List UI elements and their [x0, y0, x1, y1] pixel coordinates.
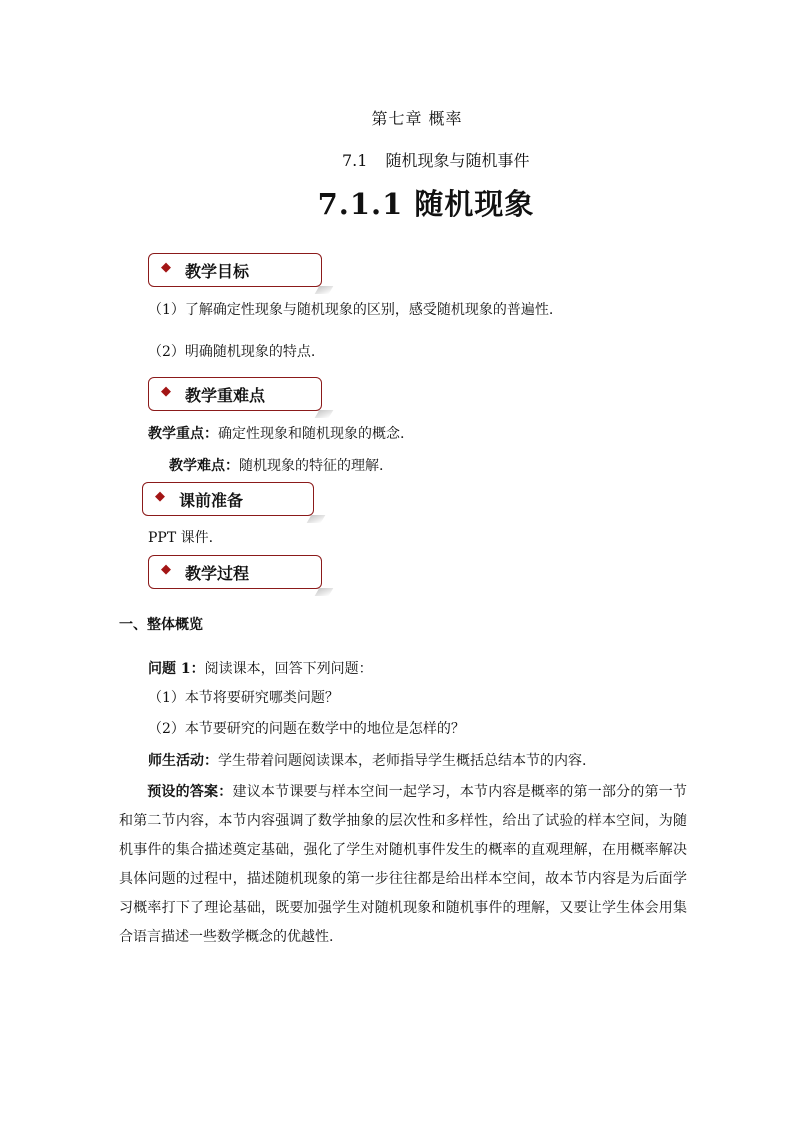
diamond-icon: ◆	[161, 562, 171, 577]
answer-text: 建议本节课要与样本空间一起学习，本节内容是概率的第一部分的第一节和第二节内容，本节内容强调了数学抽象的层次性和多样性，给出了试验的样本空间，为随机事件的集合描述奠定基础，强化了学生对随机事件发生的概率的直观理解，在用概率解决具体问题的过程中，描述随机现象的第一步往往都是给出样本空间，故本节内容是为后面学习概率打下了理论基础，既要加强学生对随机现象和随机事件的理解，又要让学生体会用集合语言描述一些数学概念的优越性.	[119, 784, 688, 945]
sub-question-1: （1）本节将要研究哪类问题？	[148, 690, 339, 706]
goal-item-1: （1）了解确定性现象与随机现象的区别，感受随机现象的普遍性.	[148, 302, 554, 318]
key-point-text: 确定性现象和随机现象的概念.	[218, 426, 405, 442]
section-heading	[342, 148, 529, 171]
sub-question-2: （2）本节要研究的问题在数学中的地位是怎样的？	[148, 721, 465, 737]
diamond-icon: ◆	[161, 260, 171, 275]
goal-item-2: （2）明确随机现象的特点.	[148, 344, 316, 360]
prep-heading-box	[142, 482, 314, 516]
process-heading-box	[148, 555, 322, 589]
activity-line	[148, 751, 586, 771]
prep-heading: 课前准备	[179, 491, 244, 510]
key-points-heading-box	[148, 377, 322, 411]
goals-heading-box	[148, 253, 322, 287]
diamond-icon: ◆	[161, 384, 171, 399]
difficulty-line	[169, 456, 383, 476]
answer-paragraph	[119, 778, 687, 952]
chapter-title: 第七章 概率	[371, 109, 463, 128]
diamond-icon: ◆	[155, 489, 165, 504]
answer-label: 预设的答案：	[147, 784, 233, 800]
section-title: 随机现象与随机事件	[385, 151, 530, 170]
section-one-heading: 一、整体概览	[119, 617, 203, 633]
section-number: 7.1	[342, 151, 368, 170]
activity-text: 学生带着问题阅读课本，老师指导学生概括总结本节的内容.	[218, 753, 587, 769]
key-point-label: 教学重点：	[148, 426, 218, 442]
question-label: 问题 1：	[148, 661, 205, 677]
key-point-line	[148, 424, 404, 444]
difficulty-label: 教学难点：	[169, 458, 239, 474]
key-points-heading: 教学重难点	[185, 386, 266, 405]
question-line	[148, 659, 373, 679]
prep-text: PPT 课件.	[148, 530, 214, 546]
process-heading: 教学过程	[185, 564, 250, 583]
difficulty-text: 随机现象的特征的理解.	[239, 458, 384, 474]
goals-heading: 教学目标	[185, 262, 250, 281]
activity-label: 师生活动：	[148, 753, 218, 769]
question-text: 阅读课本，回答下列问题：	[204, 661, 373, 677]
lesson-title: 7.1.1 随机现象	[317, 187, 535, 221]
